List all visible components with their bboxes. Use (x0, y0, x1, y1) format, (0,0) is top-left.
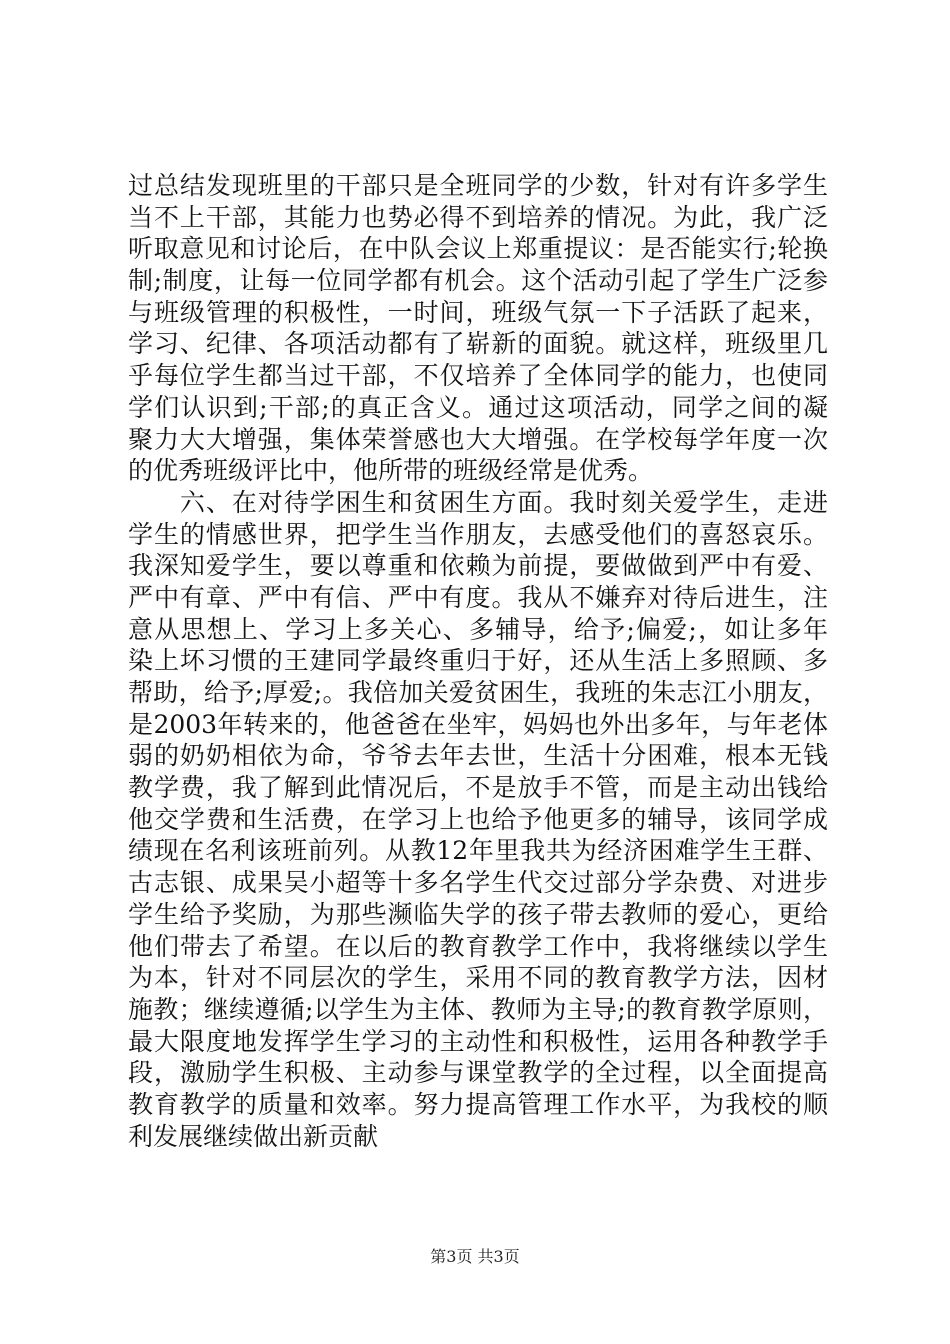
text-line: 的优秀班级评比中，他所带的班级经常是优秀。 (128, 456, 654, 486)
text-line: 严中有章、严中有信、严中有度。我从不嫌弃对待后进生，注 (128, 582, 828, 612)
text-line: 帮助，给予;厚爱;。我倍加关爱贫困生，我班的朱志江小朋友， (128, 678, 828, 707)
text-line: 六、在对待学困生和贫困生方面。我时刻关爱学生，走进 (128, 487, 828, 517)
text-line: 他们带去了希望。在以后的教育教学工作中，我将继续以学生 (128, 931, 828, 961)
body-text (128, 170, 828, 1152)
text-line: 教育教学的质量和效率。努力提高管理工作水平，为我校的顺 (128, 1089, 828, 1119)
text-line: 学习、纪律、各项活动都有了崭新的面貌。就这样，班级里几 (128, 329, 828, 359)
text-line: 为本，针对不同层次的学生，采用不同的教育教学方法，因材 (128, 963, 828, 993)
text-line: 我深知爱学生，要以尊重和依赖为前提，要做做到严中有爱、 (128, 551, 828, 581)
text-line: 利发展继续做出新贡献 (128, 1121, 379, 1151)
text-line: 古志银、成果吴小超等十多名学生代交过部分学杂费、对进步 (128, 868, 828, 898)
text-line: 学生给予奖励，为那些濒临失学的孩子带去教师的爱心，更给 (128, 899, 828, 929)
text-line: 聚力大大增强，集体荣誉感也大大增强。在学校每学年度一次 (128, 424, 828, 454)
text-line: 他交学费和生活费，在学习上也给予他更多的辅导，该同学成 (128, 804, 828, 834)
text-line: 段，激励学生积极、主动参与课堂教学的全过程，以全面提高 (128, 1058, 828, 1088)
text-line: 绩现在名利该班前列。从教12年里我共为经济困难学生王群、 (128, 836, 828, 866)
page-number-label: 第3页 共3页 (430, 1247, 520, 1266)
text-line: 制;制度，让每一位同学都有机会。这个活动引起了学生广泛参 (128, 266, 828, 296)
text-line: 过总结发现班里的干部只是全班同学的少数，针对有许多学生 (128, 171, 828, 200)
paragraph-1 (128, 170, 828, 487)
text-line: 乎每位学生都当过干部，不仅培养了全体同学的能力，也使同 (128, 361, 828, 391)
text-line: 弱的奶奶相依为命，爷爷去年去世，生活十分困难，根本无钱 (128, 741, 828, 771)
text-line: 施教；继续遵循;以学生为主体、教师为主导;的教育教学原则， (128, 994, 828, 1024)
text-line: 是2003年转来的，他爸爸在坐牢，妈妈也外出多年，与年老体 (128, 709, 828, 739)
text-line: 听取意见和讨论后，在中队会议上郑重提议：是否能实行;轮换 (128, 234, 828, 264)
text-line: 与班级管理的积极性，一时间，班级气氛一下子活跃了起来， (128, 297, 828, 327)
text-line: 最大限度地发挥学生学习的主动性和积极性，运用各种教学手 (128, 1026, 828, 1056)
text-line: 学们认识到;干部;的真正含义。通过这项活动，同学之间的凝 (128, 392, 828, 422)
page-footer (0, 1244, 950, 1267)
text-line: 意从思想上、学习上多关心、多辅导，给予;偏爱;，如让多年 (128, 614, 828, 644)
paragraph-2 (128, 487, 828, 1152)
text-line: 教学费，我了解到此情况后，不是放手不管，而是主动出钱给 (128, 773, 828, 803)
text-line: 学生的情感世界，把学生当作朋友，去感受他们的喜怒哀乐。 (128, 519, 828, 549)
text-line: 染上坏习惯的王建同学最终重归于好，还从生活上多照顾、多 (128, 646, 828, 676)
text-line: 当不上干部，其能力也势必得不到培养的情况。为此，我广泛 (128, 202, 828, 232)
